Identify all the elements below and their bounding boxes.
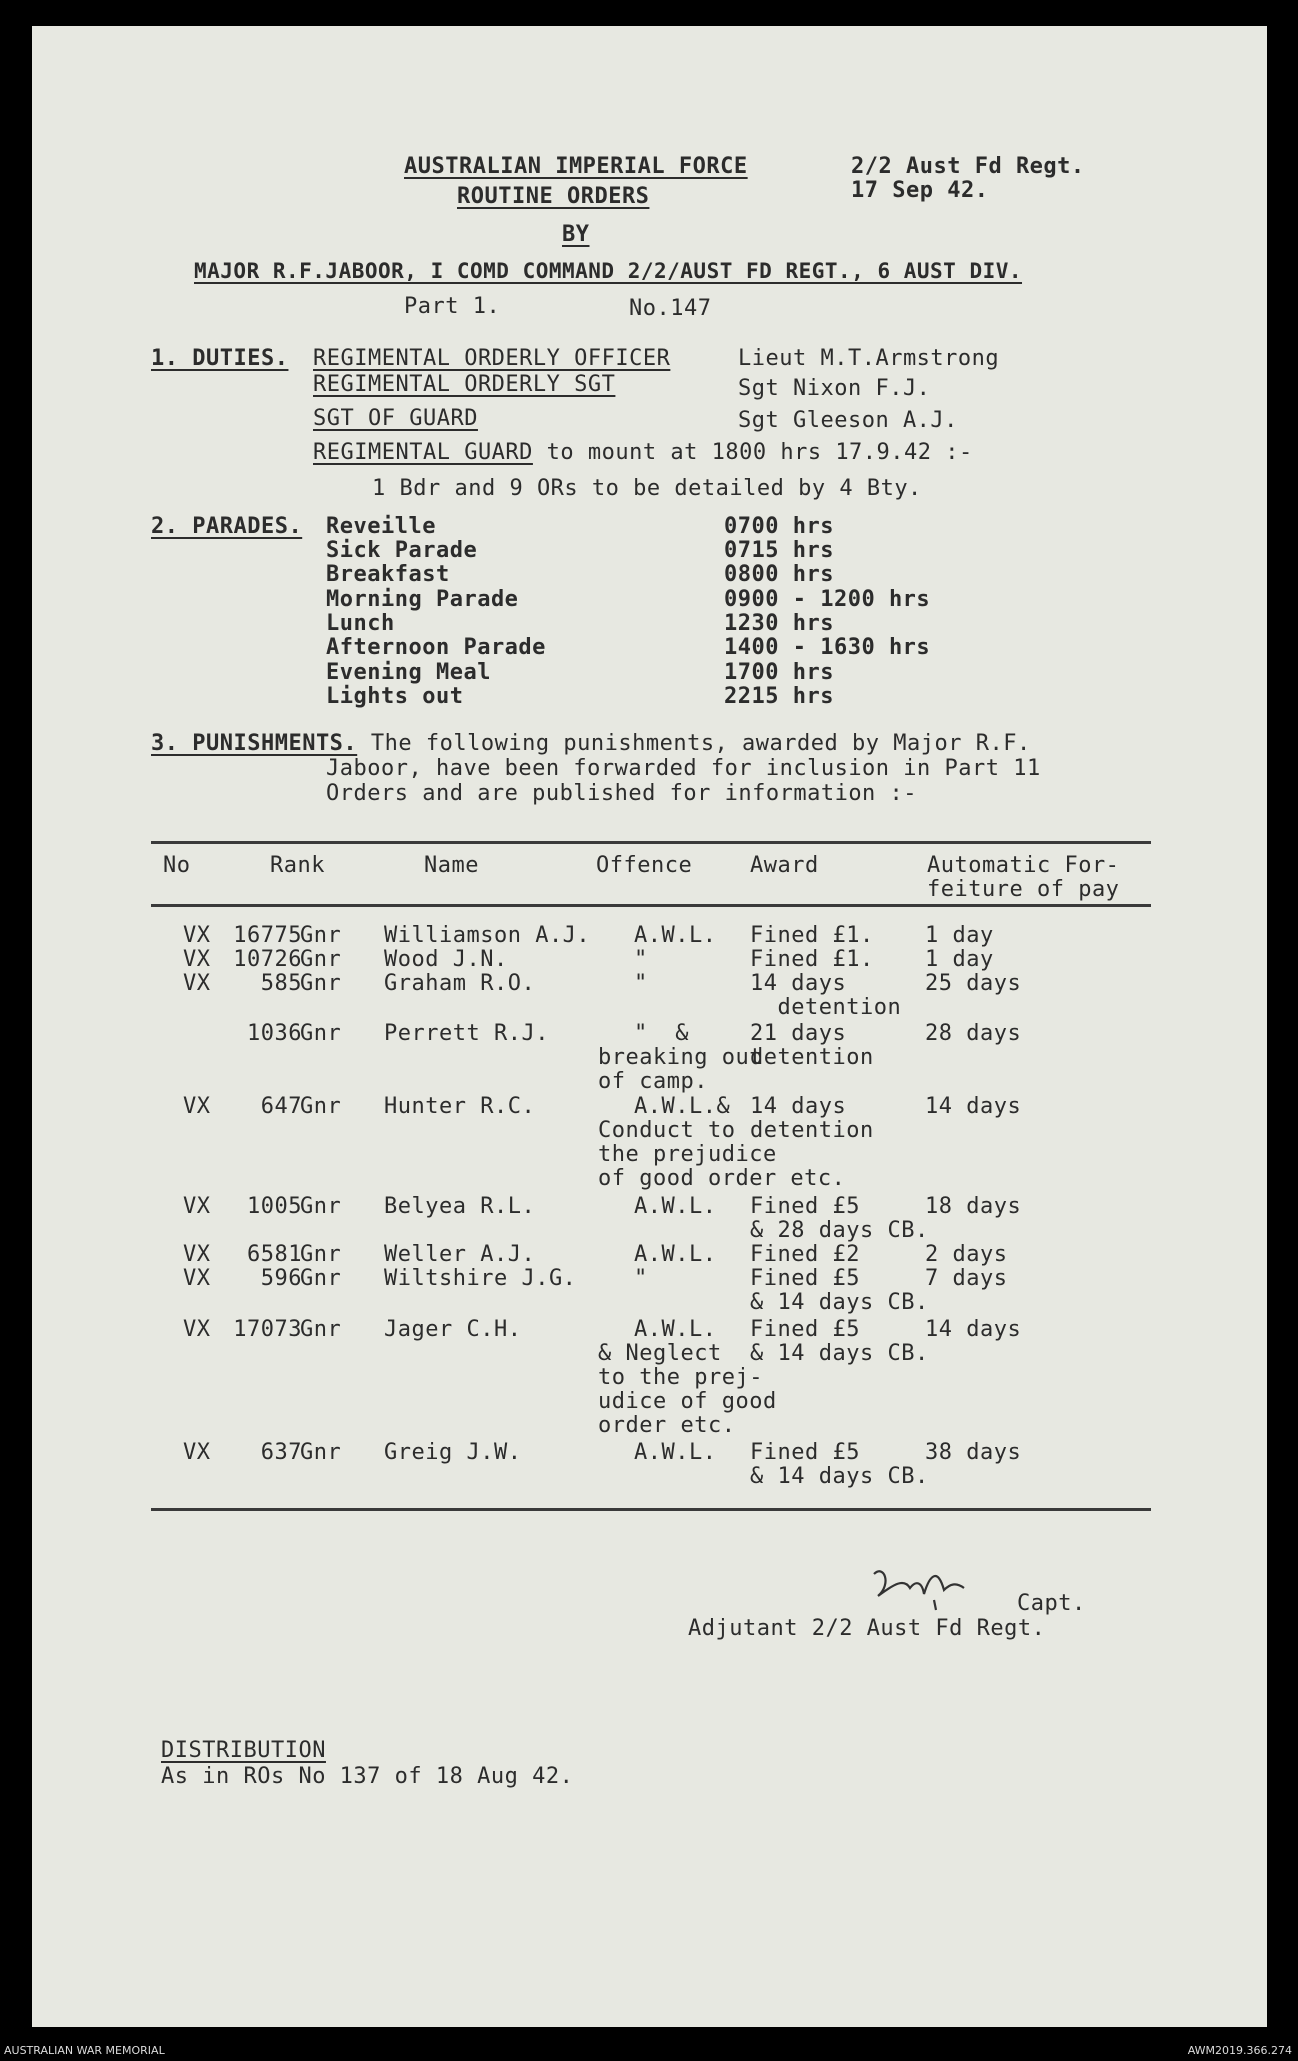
punishments-heading: 3. PUNISHMENTS. <box>151 731 358 756</box>
cell-award: detention <box>750 1045 874 1070</box>
cell-forfeit: 28 days <box>925 1021 1022 1046</box>
parade-time: 0715 hrs <box>724 538 834 563</box>
cell-award: 21 days <box>750 1021 847 1046</box>
signature-image <box>864 1554 1004 1624</box>
commander-line: MAJOR R.F.JABOOR, I COMD COMMAND 2/2/AUST FD REGT., 6 AUST DIV. <box>194 259 1023 283</box>
cell-number: 17073 <box>233 1317 302 1342</box>
signature-rank: Capt. <box>1017 1591 1086 1616</box>
duty-person: Lieut M.T.Armstrong <box>738 346 1000 371</box>
col-header-offence: Offence <box>596 853 693 878</box>
punishments-line1: The following punishments, awarded by Major R.F. <box>357 731 1031 756</box>
duty-role: REGIMENTAL ORDERLY SGT <box>313 372 616 397</box>
cell-prefix: VX <box>183 1440 211 1465</box>
cell-award: Fined £5 <box>750 1317 860 1342</box>
parade-name: Evening Meal <box>326 660 491 685</box>
duty-role: REGIMENTAL ORDERLY OFFICER <box>313 346 671 371</box>
cell-rank: Gnr <box>300 1194 342 1219</box>
cell-offence: A.W.L. <box>634 923 717 948</box>
cell-forfeit: 1 day <box>925 947 994 972</box>
cell-forfeit: 1 day <box>925 923 994 948</box>
cell-number: 1005 <box>247 1194 302 1219</box>
col-header-award: Award <box>750 853 819 878</box>
parade-name: Breakfast <box>326 562 450 587</box>
cell-award: & 28 days CB. <box>750 1218 929 1243</box>
cell-offence: of good order etc. <box>598 1166 846 1191</box>
parade-name: Sick Parade <box>326 538 478 563</box>
cell-name: Wiltshire J.G. <box>384 1266 577 1291</box>
parade-name: Afternoon Parade <box>326 635 546 660</box>
cell-forfeit: 7 days <box>925 1266 1008 1291</box>
duty-role: SGT OF GUARD <box>313 406 478 431</box>
cell-number: 10726 <box>233 947 302 972</box>
guard-text: to mount at 1800 hrs 17.9.42 :- <box>532 440 973 465</box>
cell-name: Perrett R.J. <box>384 1021 549 1046</box>
cell-rank: Gnr <box>300 1440 342 1465</box>
cell-offence: A.W.L. <box>634 1242 717 1267</box>
cell-offence: A.W.L.& <box>634 1094 731 1119</box>
order-number: No.147 <box>629 296 712 321</box>
cell-offence: udice of good <box>598 1389 777 1414</box>
cell-rank: Gnr <box>300 971 342 996</box>
cell-forfeit: 18 days <box>925 1194 1022 1219</box>
footer-accession: AWM2019.366.274 <box>1187 2044 1292 2057</box>
signature-title: Adjutant 2/2 Aust Fd Regt. <box>688 1616 1046 1641</box>
parade-time: 0800 hrs <box>724 562 834 587</box>
cell-prefix: VX <box>183 1266 211 1291</box>
col-header-forfeit-2: feiture of pay <box>927 877 1120 902</box>
guard-detail: 1 Bdr and 9 ORs to be detailed by 4 Bty. <box>372 476 922 501</box>
duties-heading: 1. DUTIES. <box>151 346 289 371</box>
part-label: Part 1. <box>404 294 501 319</box>
cell-number: 637 <box>260 1440 302 1465</box>
cell-rank: Gnr <box>300 923 342 948</box>
cell-prefix: VX <box>183 923 211 948</box>
cell-name: Hunter R.C. <box>384 1094 536 1119</box>
cell-offence: order etc. <box>598 1413 736 1438</box>
unit-name: 2/2 Aust Fd Regt. <box>851 154 1085 179</box>
cell-forfeit: 25 days <box>925 971 1022 996</box>
cell-prefix: VX <box>183 1094 211 1119</box>
cell-number: 16775 <box>233 923 302 948</box>
punishments-intro <box>151 731 1031 757</box>
cell-forfeit: 38 days <box>925 1440 1022 1465</box>
distribution-text: As in ROs No 137 of 18 Aug 42. <box>161 1764 574 1789</box>
cell-number: 596 <box>260 1266 302 1291</box>
cell-offence: Conduct to <box>598 1118 736 1143</box>
cell-name: Wood J.N. <box>384 947 508 972</box>
cell-rank: Gnr <box>300 1266 342 1291</box>
duty-person: Sgt Gleeson A.J. <box>738 408 958 433</box>
cell-offence: " <box>634 971 648 996</box>
cell-rank: Gnr <box>300 1317 342 1342</box>
col-header-name: Name <box>424 853 479 878</box>
cell-offence: A.W.L. <box>634 1440 717 1465</box>
distribution-heading: DISTRIBUTION <box>161 1738 326 1763</box>
cell-award: Fined £2 <box>750 1242 860 1267</box>
cell-rank: Gnr <box>300 1094 342 1119</box>
cell-award: Fined £5 <box>750 1266 860 1291</box>
table-header-rule <box>151 904 1151 907</box>
cell-award: detention <box>750 1118 874 1143</box>
orders-title: ROUTINE ORDERS <box>457 184 650 209</box>
cell-offence: to the prej- <box>598 1365 763 1390</box>
cell-offence: breaking out <box>598 1045 763 1070</box>
cell-prefix: VX <box>183 1242 211 1267</box>
cell-award: Fined £5 <box>750 1440 860 1465</box>
parade-time: 1400 - 1630 hrs <box>724 635 931 660</box>
table-bottom-rule <box>151 1508 1151 1511</box>
cell-award: & 14 days CB. <box>750 1464 929 1489</box>
cell-rank: Gnr <box>300 947 342 972</box>
cell-offence: & Neglect <box>598 1341 722 1366</box>
cell-rank: Gnr <box>300 1021 342 1046</box>
col-header-forfeit: Automatic For- <box>927 853 1120 878</box>
punishments-line2: Jaboor, have been forwarded for inclusion in Part 11 <box>326 756 1041 781</box>
cell-offence: the prejudice <box>598 1142 777 1167</box>
cell-offence: A.W.L. <box>634 1194 717 1219</box>
cell-offence: of camp. <box>598 1069 708 1094</box>
cell-award: & 14 days CB. <box>750 1290 929 1315</box>
cell-offence: " <box>634 947 648 972</box>
cell-rank: Gnr <box>300 1242 342 1267</box>
cell-award: Fined £1. <box>750 923 874 948</box>
parade-time: 1700 hrs <box>724 660 834 685</box>
cell-award: & 14 days CB. <box>750 1341 929 1366</box>
document-page <box>32 26 1267 2027</box>
cell-award: detention <box>750 995 902 1020</box>
cell-prefix: VX <box>183 971 211 996</box>
cell-number: 647 <box>260 1094 302 1119</box>
parades-heading: 2. PARADES. <box>151 514 303 539</box>
cell-name: Greig J.W. <box>384 1440 522 1465</box>
cell-forfeit: 2 days <box>925 1242 1008 1267</box>
cell-offence: A.W.L. <box>634 1317 717 1342</box>
org-title: AUSTRALIAN IMPERIAL FORCE <box>404 154 748 179</box>
parade-time: 1230 hrs <box>724 611 834 636</box>
cell-forfeit: 14 days <box>925 1317 1022 1342</box>
guard-line <box>313 440 973 466</box>
cell-forfeit: 14 days <box>925 1094 1022 1119</box>
parade-time: 2215 hrs <box>724 684 834 709</box>
cell-prefix: VX <box>183 947 211 972</box>
cell-name: Williamson A.J. <box>384 923 591 948</box>
parade-name: Reveille <box>326 514 436 539</box>
cell-number: 6581 <box>247 1242 302 1267</box>
col-header-no: No <box>163 853 191 878</box>
parade-name: Lights out <box>326 684 464 709</box>
cell-award: 14 days <box>750 971 847 996</box>
cell-name: Weller A.J. <box>384 1242 536 1267</box>
cell-prefix: VX <box>183 1194 211 1219</box>
footer-source: AUSTRALIAN WAR MEMORIAL <box>4 2044 165 2057</box>
cell-name: Belyea R.L. <box>384 1194 536 1219</box>
cell-prefix: VX <box>183 1317 211 1342</box>
cell-number: 585 <box>260 971 302 996</box>
cell-name: Graham R.O. <box>384 971 536 996</box>
table-top-rule <box>151 841 1151 844</box>
order-date: 17 Sep 42. <box>851 178 989 203</box>
punishments-line3: Orders and are published for information :- <box>326 781 918 806</box>
parade-name: Lunch <box>326 611 395 636</box>
cell-name: Jager C.H. <box>384 1317 522 1342</box>
cell-award: 14 days <box>750 1094 847 1119</box>
col-header-rank: Rank <box>270 853 325 878</box>
cell-award: Fined £1. <box>750 947 874 972</box>
cell-offence: " & <box>634 1021 689 1046</box>
by-label: BY <box>562 222 590 247</box>
cell-award: Fined £5 <box>750 1194 860 1219</box>
parade-name: Morning Parade <box>326 587 519 612</box>
duty-person: Sgt Nixon F.J. <box>738 376 931 401</box>
cell-offence: " <box>634 1266 648 1291</box>
guard-label: REGIMENTAL GUARD <box>313 440 533 465</box>
cell-number: 1036 <box>247 1021 302 1046</box>
parade-time: 0900 - 1200 hrs <box>724 587 931 612</box>
parade-time: 0700 hrs <box>724 514 834 539</box>
